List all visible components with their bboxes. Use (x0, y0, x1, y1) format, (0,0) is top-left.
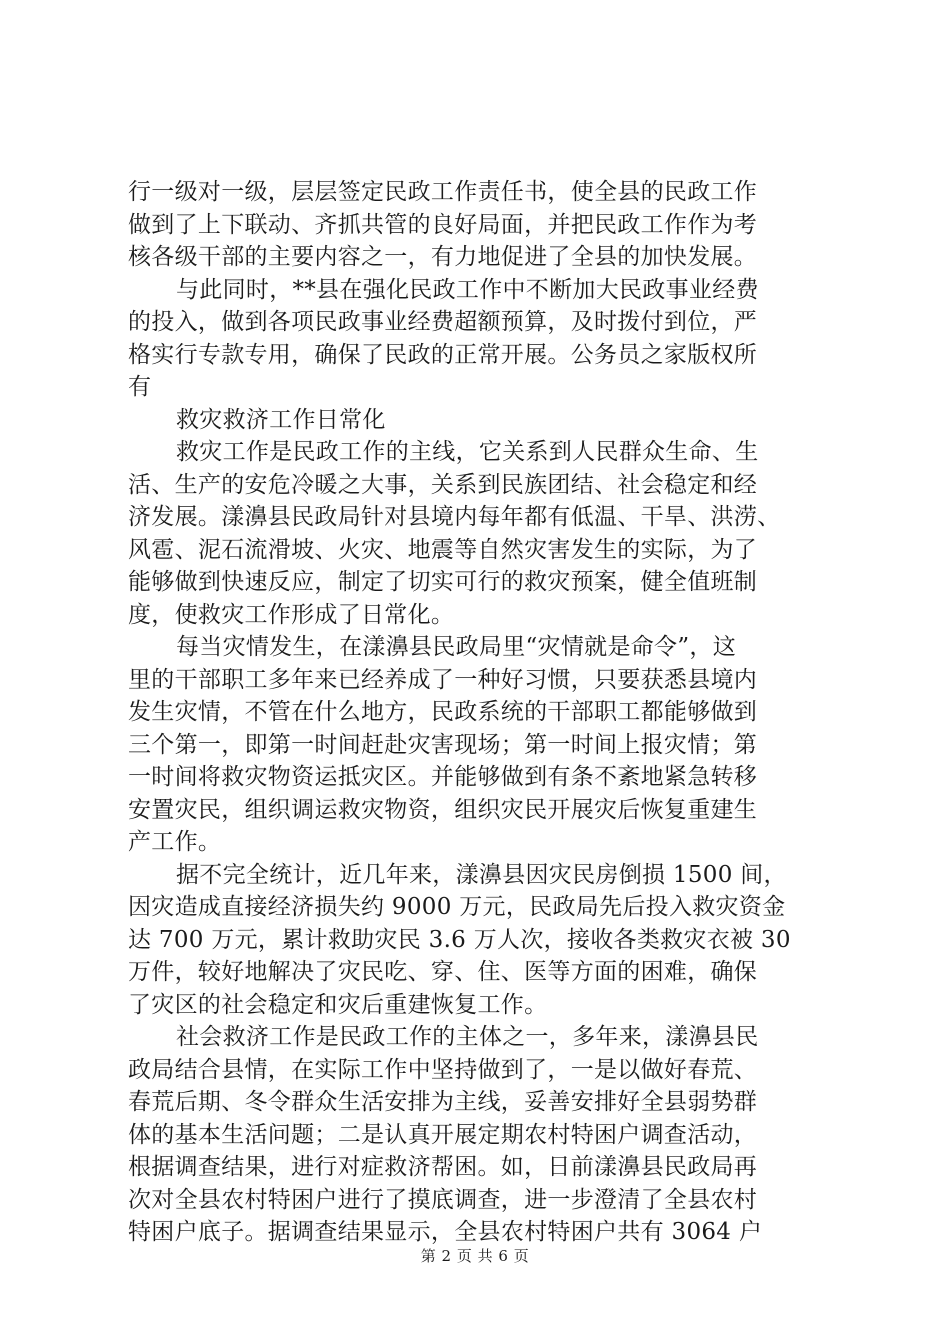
text-line: 春荒后期、冬令群众生活安排为主线，妥善安排好全县弱势群 (128, 1089, 758, 1115)
text-line: 能够做到快速反应，制定了切实可行的救灾预案，健全值班制 (128, 569, 758, 595)
text-line: 三个第一，即第一时间赶赴灾害现场；第一时间上报灾情；第 (128, 731, 758, 758)
text-line: 济发展。漾濞县民政局针对县境内每年都有低温、干旱、洪涝、 (128, 504, 781, 530)
text-line: 有 (128, 374, 152, 400)
paragraph-start-line: 社会救济工作是民政工作的主体之一，多年来，漾濞县民 (176, 1024, 759, 1050)
text-line: 风雹、泥石流滑坡、火灾、地震等自然灾害发生的实际，为了 (128, 536, 758, 563)
text-line: 万件，较好地解决了灾民吃、穿、住、医等方面的困难，确保 (128, 959, 758, 985)
text-line: 了灾区的社会稳定和灾后重建恢复工作。 (128, 991, 548, 1018)
text-line: 一时间将救灾物资运抵灾区。并能够做到有条不紊地紧急转移 (128, 764, 758, 790)
text-line: 核各级干部的主要内容之一，有力地促进了全县的加快发展。 (128, 244, 758, 270)
text-line: 格实行专款专用，确保了民政的正常开展。公务员之家版权所 (128, 341, 758, 368)
paragraph-start-line: 与此同时，**县在强化民政工作中不断加大民政事业经费 (176, 276, 759, 303)
text-line: 安置灾民，组织调运救灾物资，组织灾民开展灾后恢复重建生 (128, 796, 758, 823)
paragraph-start-line: 救灾工作是民政工作的主线，它关系到人民群众生命、生 (176, 439, 759, 465)
text-line: 度，使救灾工作形成了日常化。 (128, 601, 455, 628)
text-line: 达 700 万元，累计救助灾民 3.6 万人次，接收各类救灾衣被 30 (128, 926, 791, 953)
text-line: 产工作。 (128, 829, 222, 855)
text-line: 根据调查结果，进行对症救济帮困。如，日前漾濞县民政局再 (128, 1154, 758, 1180)
text-line: 里的干部职工多年来已经养成了一种好习惯，只要获悉县境内 (128, 666, 758, 693)
text-line: 行一级对一级，层层签定民政工作责任书，使全县的民政工作 (128, 179, 758, 205)
text-line: 做到了上下联动、齐抓共管的良好局面，并把民政工作作为考 (128, 211, 758, 238)
text-line: 因灾造成直接经济损失约 9000 万元，民政局先后投入救灾资金 (128, 894, 786, 920)
text-line: 活、生产的安危冷暖之大事，关系到民族团结、社会稳定和经 (128, 471, 758, 498)
paragraph-start-line: 每当灾情发生，在漾濞县民政局里“灾情就是命令”，这 (176, 634, 737, 660)
page-number-footer: 第 2 页 共 6 页 (420, 1247, 530, 1265)
document-body (128, 176, 844, 1249)
text-line: 特困户底子。据调查结果显示，全县农村特困户共有 3064 户 (128, 1219, 763, 1245)
text-line: 发生灾情，不管在什么地方，民政系统的干部职工都能够做到 (128, 699, 758, 725)
text-line: 体的基本生活问题；二是认真开展定期农村特困户调查活动， (128, 1121, 758, 1148)
text-line: 次对全县农村特困户进行了摸底调查，进一步澄清了全县农村 (128, 1186, 758, 1213)
section-heading: 救灾救济工作日常化 (176, 406, 386, 433)
text-line: 的投入，做到各项民政事业经费超额预算，及时拨付到位，严 (128, 309, 758, 335)
paragraph-start-line: 据不完全统计，近几年来，漾濞县因灾民房倒损 1500 间， (176, 861, 787, 888)
text-line: 政局结合县情，在实际工作中坚持做到了，一是以做好春荒、 (128, 1056, 758, 1083)
